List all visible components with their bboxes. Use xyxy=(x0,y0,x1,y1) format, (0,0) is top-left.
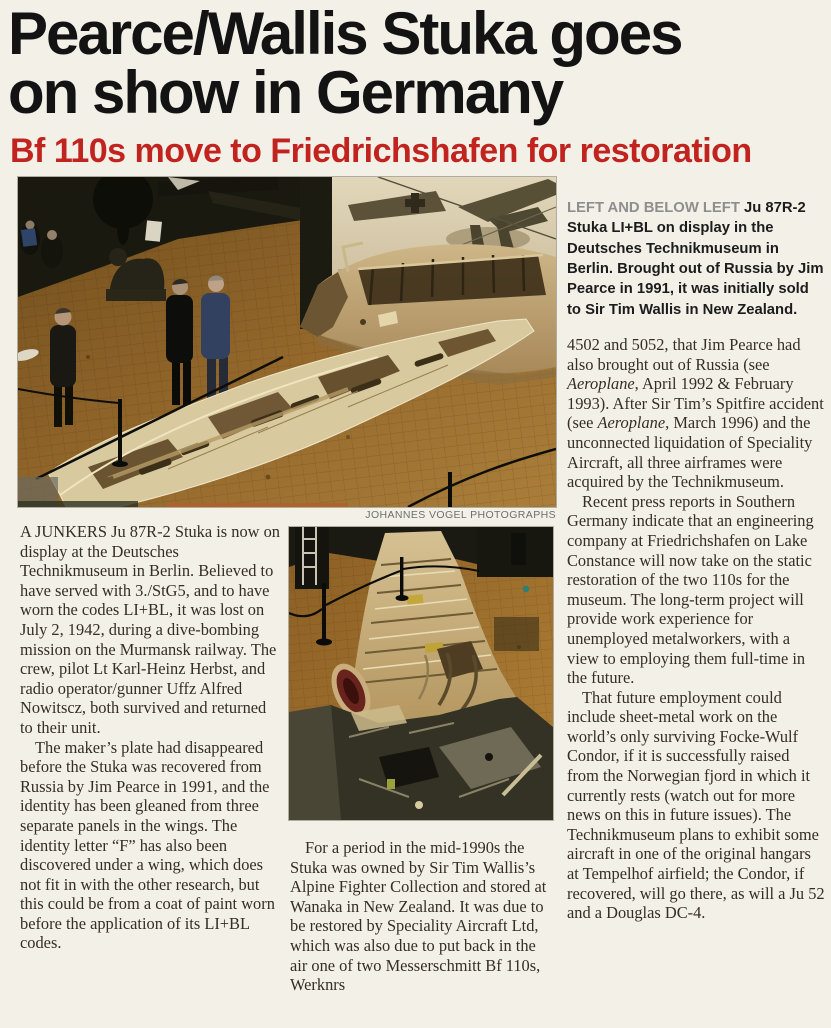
paragraph: The maker’s plate had disappeared before the Stuka was recovered from Russia by Jim Pearce in 1991, and the identity has been gleaned from three separate panels in the wings. The identity letter “F” has also been discovered under a wing, which does not fit in with the other research, but this could be from a coat of paint worn before the application of its LI+BL codes. xyxy=(20,737,275,953)
paragraph-segment: 4502 and 5052, that Jim Pearce had also brought out of Russia (see xyxy=(567,335,801,374)
main-photo xyxy=(18,177,556,507)
article-column-left xyxy=(20,522,281,953)
headline xyxy=(8,0,823,126)
headline-line-2: on show in Germany xyxy=(8,59,563,126)
paragraph-segment: , April 1992 & February 1993). After Sir Tim’s Spitfire accident (see xyxy=(567,374,824,433)
article-column-middle xyxy=(290,838,553,995)
subheadline: Bf 110s move to Friedrichshafen for restoration xyxy=(10,132,752,170)
caption-text: Ju 87R-2 Stuka LI+BL on display in the Deutsches Technikmuseum in Berlin. Brought out of Russia by Jim Pearce in 1991, it was initially sold to Sir Tim Wallis in New Zealand. xyxy=(567,199,824,318)
caption-label: LEFT AND BELOW LEFT xyxy=(567,199,740,216)
paragraph: That future employment could include sheet-metal work on the world’s only surviving Focke-Wulf Condor, if it is successfully raised from the Norwegian fjord in which it currently rests (watch out for more news on this in future issues). The Technikmuseum plans to exhibit some aircraft in one of the original hangars at Tempelhof airfield; the Condor, if recovered, will go there, as will a Ju 52 and a Douglas DC-4. xyxy=(567,687,825,923)
background-visitor xyxy=(511,533,526,565)
main-photo-illustration xyxy=(18,177,556,507)
info-sign xyxy=(145,220,162,241)
publication-name: Aeroplane xyxy=(567,374,635,394)
publication-name: Aeroplane xyxy=(597,413,666,433)
photo-caption xyxy=(567,198,825,320)
article-column-right xyxy=(567,335,825,923)
paragraph: Recent press reports in Southern Germany indicate that an engineering company at Friedrichshafen on Lake Constance will now take on the static restoration of the two 110s for the museum. The long-term project will provide work experience for unemployed metalworkers, with a view to employing them full-time in the future. xyxy=(567,491,814,688)
paragraph xyxy=(567,335,825,492)
secondary-photo-illustration xyxy=(289,527,553,820)
headline-line-1: Pearce/Wallis Stuka goes xyxy=(8,0,682,67)
photo-credit: JOHANNES VOGEL PHOTOGRAPHS xyxy=(365,509,556,521)
secondary-photo xyxy=(289,527,553,820)
paragraph: For a period in the mid-1990s the Stuka was owned by Sir Tim Wallis’s Alpine Fighter Collection and stored at Wanaka in New Zealand. It was due to be restored by Speciality Aircraft Ltd, which was also due to put back in the air one of two Messerschmitt Bf 110s, Werknrs xyxy=(290,838,547,995)
paragraph: A JUNKERS Ju 87R-2 Stuka is now on display at the Deutsches Technikmuseum in Berlin. Believed to have served with 3./StG5, and to have worn the codes LI+BL, it was lost on July 2, 1942, during a dive-bombing mission on the Murmansk railway. The crew, pilot Lt Karl-Heinz Herbst, and radio operator/gunner Uffz Alfred Nowitscz, both survived and returned to their unit. xyxy=(20,522,281,737)
paragraph-segment: , March 1996) and the unconnected liquidation of Speciality Aircraft, all three airframes were acquired by the Technikmuseum. xyxy=(567,413,813,492)
